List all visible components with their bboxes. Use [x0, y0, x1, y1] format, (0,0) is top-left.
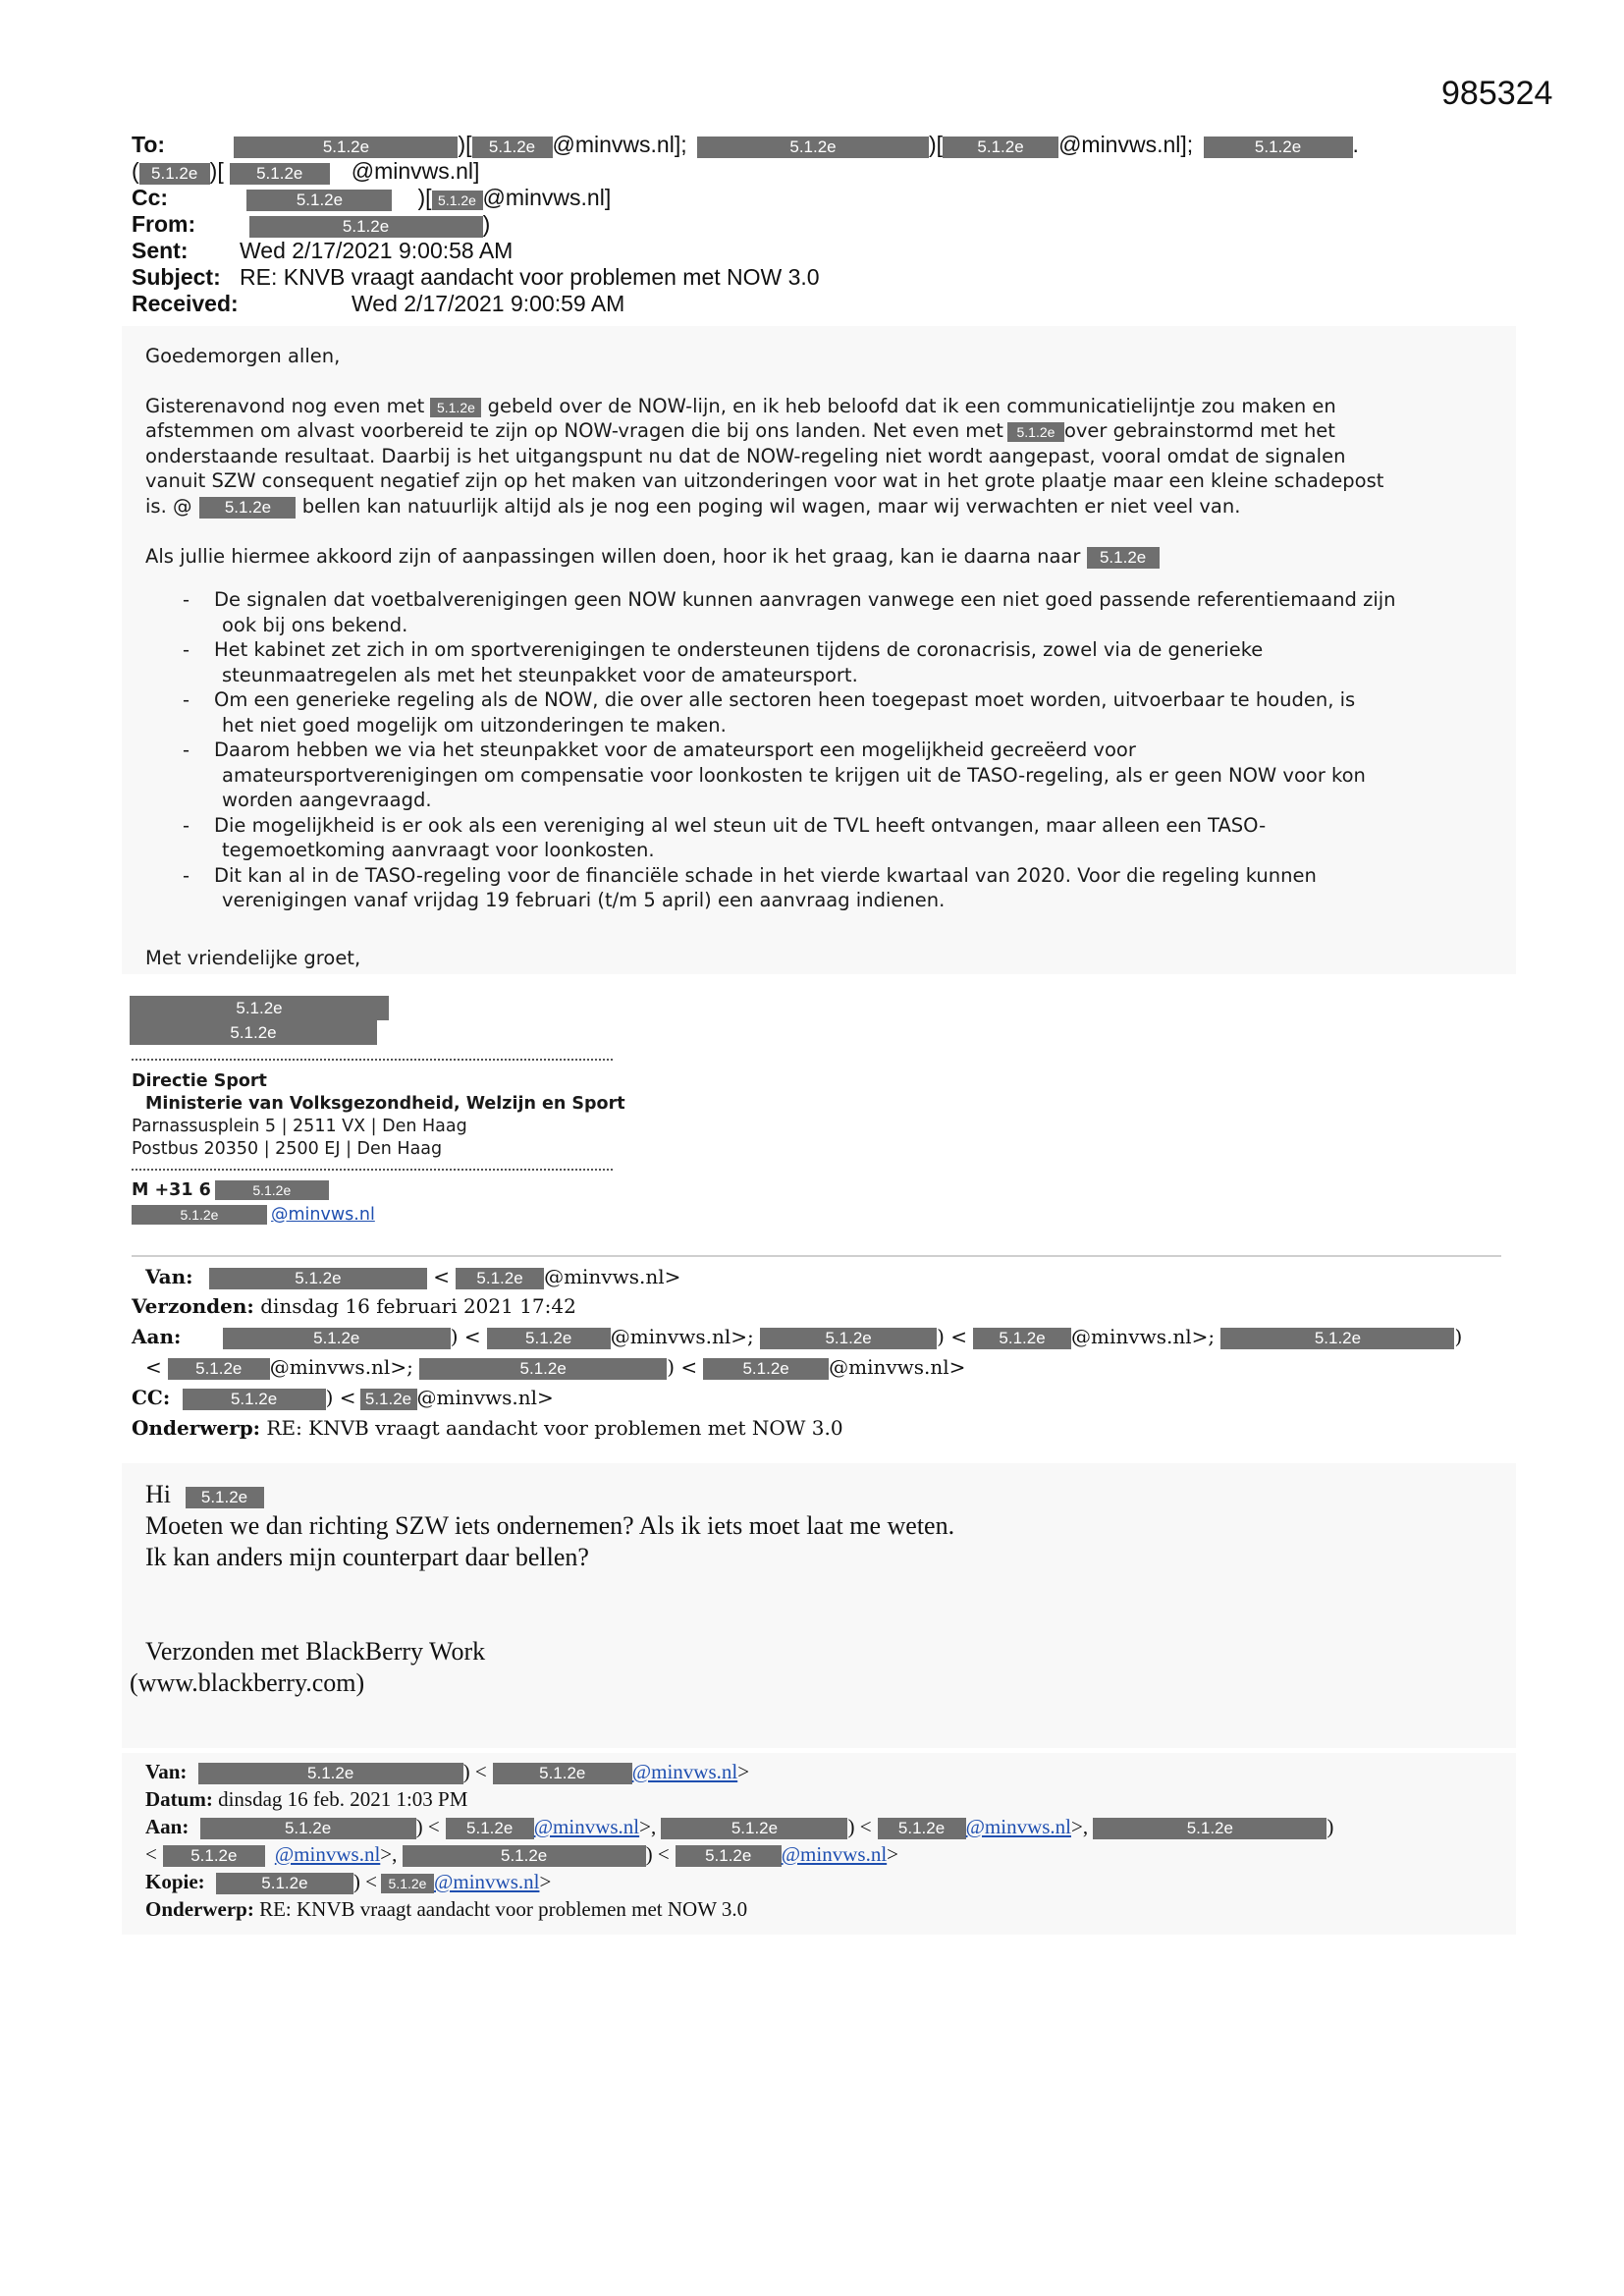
redaction: 5.1.2e	[676, 1845, 782, 1867]
paragraph-line: vanuit SZW consequent negatief zijn op het maken van uitzonderingen voor wat in het grote plaatje maar een kleine schadepost	[145, 469, 1384, 492]
to-line-2: ( 5.1.2e )[ 5.1.2e @minvws.nl]	[132, 158, 480, 184]
message-2-line-2: Ik kan anders mijn counterpart daar bellen?	[145, 1543, 589, 1571]
closing: Met vriendelijke groet,	[145, 947, 361, 969]
redaction: 5.1.2e	[1204, 137, 1353, 158]
list-item: - De signalen dat voetbalverenigingen geen NOW kunnen aanvragen vanwege een niet goed passende referentiemaand zijn ook bij ons bekend.	[183, 587, 1498, 637]
redaction: 5.1.2e	[139, 163, 210, 185]
subject-value: RE: KNVB vraagt aandacht voor problemen met NOW 3.0	[240, 264, 820, 290]
redaction: 5.1.2e	[199, 497, 296, 519]
separator	[132, 1255, 1501, 1257]
redaction: 5.1.2e	[200, 1818, 416, 1839]
message-2-line-1: Moeten we dan richting SZW iets ondernemen? Als ik iets moet laat me weten.	[145, 1511, 955, 1540]
to-line-1: To: 5.1.2e )[ 5.1.2e @minvws.nl]; 5.1.2e )[ 5.1.2e @minvws.nl]; 5.1.2e .	[132, 132, 1359, 157]
mobile-prefix: M +31 6	[132, 1180, 211, 1200]
email-link[interactable]: @minvws.nl	[434, 1870, 540, 1893]
redaction: 5.1.2e	[168, 1358, 270, 1380]
sent-label: Sent:	[132, 238, 189, 263]
email-domain: @minvws.nl>;	[269, 1355, 413, 1379]
from-label: From:	[132, 211, 196, 237]
email-domain: @minvws.nl>;	[610, 1325, 754, 1348]
signature-email	[132, 1204, 375, 1227]
datum-label: Datum:	[145, 1787, 213, 1811]
cc-line-2: CC: 5.1.2e ) < 5.1.2e @minvws.nl>	[132, 1386, 554, 1409]
redaction: 5.1.2e	[186, 1487, 264, 1508]
redaction: 5.1.2e	[661, 1818, 847, 1839]
redaction: 5.1.2e	[1087, 547, 1160, 569]
redaction: 5.1.2e	[223, 1328, 451, 1349]
aan-line-3b: < 5.1.2e @minvws.nl>, 5.1.2e ) < 5.1.2e @minvws.nl>	[145, 1842, 898, 1866]
greeting: Goedemorgen allen,	[145, 345, 341, 367]
bullet-list	[183, 587, 1498, 913]
redaction: 5.1.2e	[360, 1389, 417, 1410]
kopie-label: Kopie:	[145, 1870, 205, 1893]
text: Als jullie hiermee akkoord zijn of aanpassingen willen doen, hoor ik het graag, kan ie daarna naar	[145, 545, 1081, 568]
cc-label: CC:	[132, 1386, 171, 1409]
cc-line: Cc: 5.1.2e )[ 5.1.2e @minvws.nl]	[132, 185, 612, 210]
email-link[interactable]: @minvws.nl	[781, 1842, 888, 1866]
aan-line-3a: Aan: 5.1.2e ) < 5.1.2e @minvws.nl>, 5.1.2e ) < 5.1.2e @minvws.nl>, 5.1.2e )	[145, 1815, 1334, 1838]
redaction: 5.1.2e	[215, 1180, 329, 1200]
redaction: 5.1.2e	[234, 137, 458, 158]
email-domain: @minvws.nl>	[829, 1355, 966, 1379]
paragraph-line	[145, 418, 1335, 444]
text: gebeld over de NOW-lijn, en ik heb beloofd dat ik een communicatielijntje zou maken en	[487, 395, 1336, 417]
redaction: 5.1.2e	[198, 1763, 463, 1784]
email-domain: @minvws.nl>	[544, 1265, 681, 1288]
redaction: 5.1.2e	[183, 1389, 326, 1410]
from-line: From: 5.1.2e )	[132, 211, 491, 237]
signature-address-2: Postbus 20350 | 2500 EJ | Den Haag	[132, 1139, 443, 1159]
subject-line	[132, 264, 820, 291]
redaction: 5.1.2e	[246, 190, 392, 211]
datum-line	[145, 1785, 467, 1813]
verzonden-value: dinsdag 16 februari 2021 17:42	[260, 1294, 576, 1318]
van-label: Van:	[145, 1265, 193, 1288]
text: bellen kan natuurlijk altijd als je nog een poging wil wagen, maar wij verwachten er niet veel van.	[301, 495, 1241, 518]
kopie-line: Kopie: 5.1.2e ) < 5.1.2e @minvws.nl>	[145, 1870, 552, 1893]
aan-line-2: < 5.1.2e @minvws.nl>; 5.1.2e ) < 5.1.2e @minvws.nl>	[145, 1355, 966, 1379]
redaction: 5.1.2e	[487, 1328, 611, 1349]
redaction: 5.1.2e	[130, 996, 389, 1020]
redaction: 5.1.2e	[456, 1268, 544, 1289]
email-domain: @minvws.nl]	[351, 158, 480, 184]
redaction: 5.1.2e	[249, 216, 483, 238]
message-2-url: (www.blackberry.com)	[130, 1668, 365, 1697]
aan-line-1: Aan: 5.1.2e ) < 5.1.2e @minvws.nl>; 5.1.2e ) < 5.1.2e @minvws.nl>; 5.1.2e )	[132, 1325, 1463, 1348]
redaction: 5.1.2e	[703, 1358, 829, 1380]
paragraph-line: onderstaande resultaat. Daarbij is het uitgangspunt nu dat de NOW-regeling niet wordt aangepast, vooral omdat de signalen	[145, 445, 1346, 467]
list-item: - Die mogelijkheid is er ook als een vereniging al wel steun uit de TVL heeft ontvangen, maar alleen een TASO- tegemoetkoming aanvraagt voor loonkosten.	[183, 813, 1498, 863]
redaction: 5.1.2e	[446, 1818, 534, 1839]
text: is. @	[145, 495, 192, 518]
email-domain: @minvws.nl>;	[1071, 1325, 1216, 1348]
signature-name-redaction	[130, 996, 389, 1045]
received-label: Received:	[132, 291, 239, 316]
email-domain: @minvws.nl];	[1058, 132, 1194, 157]
list-item: - Dit kan al in de TASO-regeling voor de financiële schade in het vierde kwartaal van 2020. Voor die regeling kunnen verenigingen vanaf vrijdag 19 februari (t/m 5 april) een aanvraag indienen.	[183, 863, 1498, 913]
signature-mobile	[132, 1179, 329, 1202]
signature-department: Directie Sport	[132, 1071, 267, 1091]
paragraph-line	[145, 394, 1336, 419]
redaction: 5.1.2e	[419, 1358, 667, 1380]
received-line	[132, 291, 625, 317]
onderwerp-value: RE: KNVB vraagt aandacht voor problemen met NOW 3.0	[266, 1416, 843, 1440]
van-line: Van: 5.1.2e < 5.1.2e @minvws.nl>	[145, 1265, 681, 1288]
to-label: To:	[132, 132, 166, 157]
onderwerp-value: RE: KNVB vraagt aandacht voor problemen met NOW 3.0	[259, 1897, 748, 1921]
email-link[interactable]: @minvws.nl	[965, 1815, 1071, 1838]
text: Hi	[145, 1480, 171, 1508]
redaction: 5.1.2e	[381, 1874, 434, 1893]
list-item: - Het kabinet zet zich in om sportverenigingen te ondersteunen tijdens de coronacrisis, zowel via de generieke steunmaatregelen als met het steunpakket voor de amateursport.	[183, 637, 1498, 687]
message-2-sent-with: Verzonden met BlackBerry Work	[145, 1637, 486, 1666]
redaction: 5.1.2e	[1093, 1818, 1326, 1839]
email-link[interactable]: @minvws.nl	[274, 1842, 381, 1866]
onderwerp-line	[132, 1416, 843, 1441]
text: Gisterenavond nog even met	[145, 395, 425, 417]
document-number: 985324	[1441, 75, 1553, 112]
aan-label: Aan:	[132, 1325, 182, 1348]
email-domain: @minvws.nl>	[416, 1386, 554, 1409]
paragraph-line	[145, 494, 1240, 519]
sent-value: Wed 2/17/2021 9:00:58 AM	[240, 238, 514, 263]
aan-label: Aan:	[145, 1815, 189, 1838]
subject-label: Subject:	[132, 264, 221, 290]
redaction: 5.1.2e	[493, 1763, 632, 1784]
paragraph-line	[145, 544, 1160, 570]
text: over gebrainstormd met het	[1063, 419, 1335, 442]
van-line-3: Van: 5.1.2e ) < 5.1.2e @minvws.nl>	[145, 1760, 750, 1783]
email-link[interactable]: @minvws.nl	[271, 1205, 375, 1225]
van-label: Van:	[145, 1760, 188, 1783]
redaction: 5.1.2e	[973, 1328, 1071, 1349]
message-2-background	[122, 1463, 1516, 1748]
redaction: 5.1.2e	[130, 1020, 377, 1045]
email-domain: @minvws.nl];	[552, 132, 687, 157]
verzonden-line	[132, 1294, 576, 1319]
message-2-hi	[145, 1479, 264, 1510]
redaction: 5.1.2e	[430, 398, 481, 417]
redaction: 5.1.2e	[760, 1328, 937, 1349]
text: afstemmen om alvast voorbereid te zijn op NOW-vragen die bij ons landen. Net even met	[145, 419, 1003, 442]
redaction: 5.1.2e	[1220, 1328, 1454, 1349]
email-domain: @minvws.nl]	[482, 185, 612, 210]
email-link[interactable]: @minvws.nl	[533, 1815, 640, 1838]
redaction: 5.1.2e	[432, 191, 483, 210]
cc-label: Cc:	[132, 185, 169, 210]
redaction: 5.1.2e	[1007, 422, 1064, 442]
redaction: 5.1.2e	[403, 1845, 646, 1867]
received-value: Wed 2/17/2021 9:00:59 AM	[352, 291, 625, 316]
verzonden-label: Verzonden:	[132, 1294, 254, 1318]
redaction: 5.1.2e	[697, 137, 929, 158]
redaction: 5.1.2e	[209, 1268, 427, 1289]
redaction: 5.1.2e	[163, 1845, 265, 1867]
email-link[interactable]: @minvws.nl	[631, 1760, 738, 1783]
dotted-divider	[132, 1169, 613, 1171]
dotted-divider	[132, 1059, 613, 1061]
onderwerp-line-3	[145, 1895, 747, 1923]
signature-ministry: Ministerie van Volksgezondheid, Welzijn en Sport	[145, 1094, 625, 1114]
sent-line	[132, 238, 514, 264]
redaction: 5.1.2e	[216, 1873, 353, 1894]
redaction: 5.1.2e	[132, 1205, 267, 1225]
signature-address-1: Parnassusplein 5 | 2511 VX | Den Haag	[132, 1117, 467, 1136]
list-item: - Daarom hebben we via het steunpakket voor de amateursport een mogelijkheid gecreëerd voor amateursportverenigingen om compensatie voor loonkosten te krijgen uit de TASO-regeling, als er geen NOW voor kon worden aangevraagd.	[183, 738, 1498, 813]
onderwerp-label: Onderwerp:	[145, 1897, 254, 1921]
onderwerp-label: Onderwerp:	[132, 1416, 261, 1440]
redaction: 5.1.2e	[878, 1818, 966, 1839]
redaction: 5.1.2e	[943, 137, 1058, 158]
redaction: 5.1.2e	[472, 137, 553, 158]
list-item: - Om een generieke regeling als de NOW, die over alle sectoren heen toegepast moet worden, uitvoerbaar te houden, is het niet goed mogelijk om uitzonderingen te maken.	[183, 687, 1498, 738]
datum-value: dinsdag 16 feb. 2021 1:03 PM	[218, 1787, 468, 1811]
redaction: 5.1.2e	[230, 163, 330, 185]
